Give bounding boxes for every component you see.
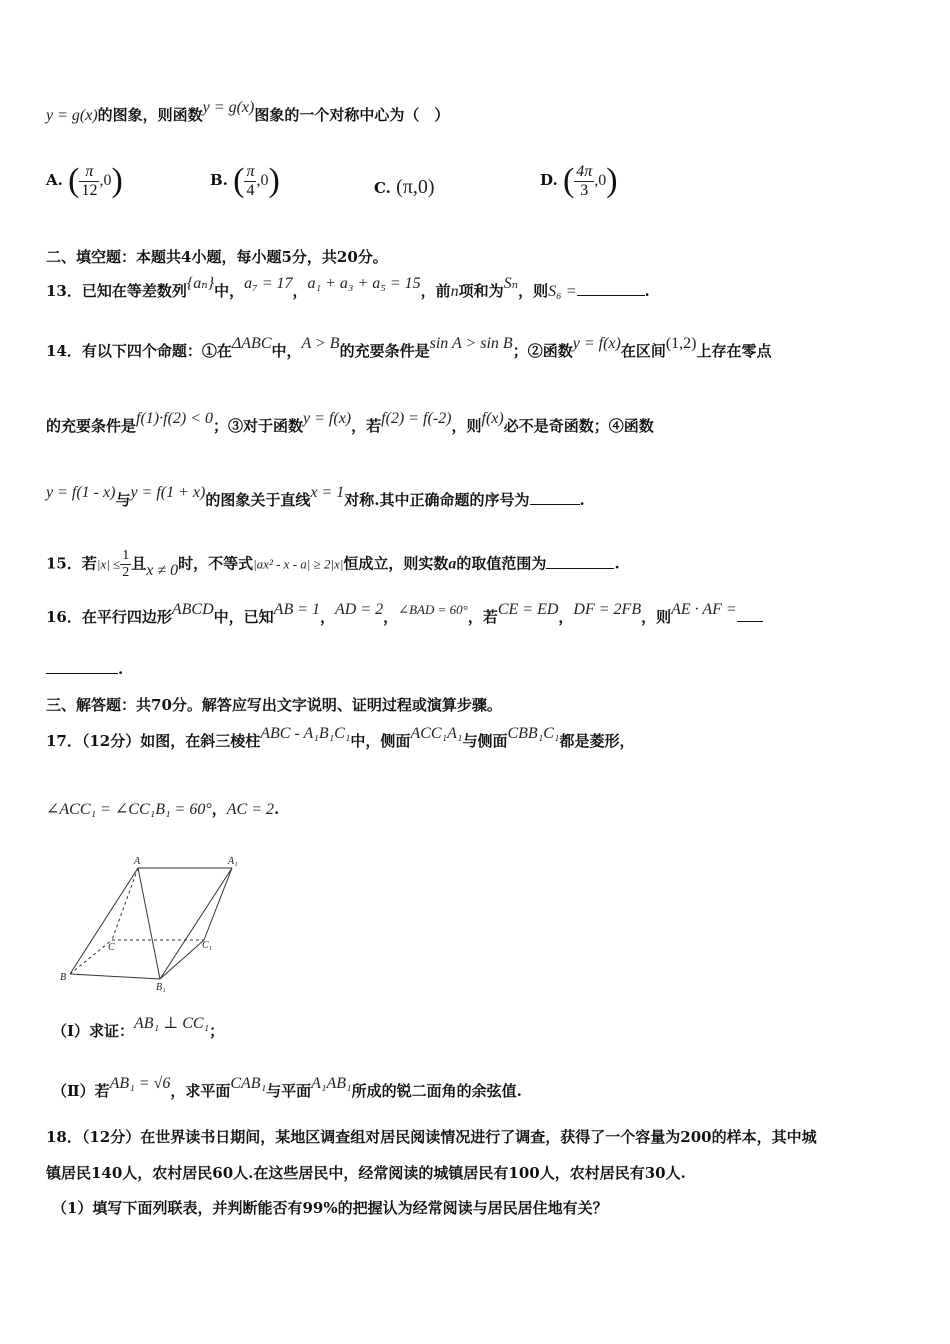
q17-part-2 xyxy=(52,1075,522,1101)
math-expr: a₁ + a₃ + a₅ = 15 xyxy=(307,275,421,292)
math-expr: AB = 1 xyxy=(273,601,321,618)
q16-text: ， xyxy=(558,608,574,626)
math-expr: y = f(x) xyxy=(303,410,352,427)
q12-line xyxy=(46,99,450,125)
q15-text: 的取值范围为 xyxy=(456,554,547,573)
option-d xyxy=(540,162,618,200)
edge-a-b1 xyxy=(138,868,160,979)
q14-text: 对称.其中正确命题的序号为 xyxy=(344,491,530,509)
vertex-label-c: C xyxy=(108,942,115,953)
q13-line xyxy=(46,275,650,301)
paren: ) xyxy=(606,162,618,199)
edge-b-c xyxy=(70,940,112,974)
option-letter: C. xyxy=(374,179,391,197)
math-expr: y = f(1 + x) xyxy=(130,484,206,501)
q16-text: 中，已知 xyxy=(213,608,274,626)
option-letter: B. xyxy=(210,171,228,189)
math-expr: ,0 xyxy=(594,172,607,189)
q13-text: ，则 xyxy=(518,282,549,300)
q16-line xyxy=(46,601,763,627)
math-expr: AD = 2 xyxy=(335,601,384,618)
math-expr: {aₙ} xyxy=(186,275,215,292)
q14-text: 与 xyxy=(115,491,131,509)
q15-text: 且 xyxy=(131,554,147,573)
q17-text: 与平面 xyxy=(266,1082,312,1100)
q14-text: ，若 xyxy=(351,417,382,435)
option-letter: D. xyxy=(540,171,558,189)
q14-text: 必不是奇函数；④函数 xyxy=(503,417,654,435)
math-expr: (1,2) xyxy=(665,335,697,352)
q16-text: ， xyxy=(383,608,399,626)
q18-line-1: 18．（12分）在世界读书日期间，某地区调查组对居民阅读情况进行了调查，获得了一个容量为200的样本，其中城 xyxy=(46,1128,817,1146)
math-expr: CAB₁ xyxy=(230,1075,267,1092)
q16-text: . xyxy=(118,660,124,678)
math-expr: a₇ = 17 xyxy=(244,275,293,292)
fraction xyxy=(244,163,256,200)
math-expr: sin A > sin B xyxy=(429,335,513,352)
answer-blank xyxy=(737,621,763,622)
answer-blank xyxy=(46,673,118,674)
math-expr: x ≠ 0 xyxy=(146,561,179,579)
edge-b-b1 xyxy=(70,974,160,979)
q17-part-1 xyxy=(52,1015,225,1041)
math-expr: AE · AF = xyxy=(671,601,737,618)
math-expr: ∠ACC₁ = ∠CC₁B₁ = 60° xyxy=(46,801,212,818)
q12-text: 图象的一个对称中心为（ ） xyxy=(254,106,450,124)
q16-line-2 xyxy=(46,660,123,678)
math-expr: AB₁ ⊥ CC₁ xyxy=(134,1015,210,1032)
frac-den: 4 xyxy=(246,181,255,199)
fraction xyxy=(574,163,594,200)
math-expr: y = g(x) xyxy=(202,99,255,116)
frac-num: π xyxy=(79,163,99,182)
frac-num: 4π xyxy=(576,162,593,180)
math-expr: f(2) = f(-2) xyxy=(381,410,452,427)
edge-a-b xyxy=(70,868,138,974)
edge-a1-b1 xyxy=(160,868,232,979)
math-expr: CE = ED xyxy=(497,601,559,618)
vertex-label-b1: B₁ xyxy=(156,982,166,992)
vertex-label-c1: C₁ xyxy=(202,940,213,951)
math-expr: |x| ≤ xyxy=(96,556,121,572)
q14-line-1 xyxy=(46,335,772,361)
q18-line-3: （1）填写下面列联表，并判断能否有99%的把握认为经常阅读与居民居住地有关？ xyxy=(52,1199,608,1217)
q13-text: 13．已知在等差数列 xyxy=(46,282,187,300)
math-expr: AB₁ = √6 xyxy=(109,1075,171,1092)
frac-den: 12 xyxy=(81,181,98,199)
fraction xyxy=(79,163,99,200)
q14-text: 的图象关于直线 xyxy=(205,491,311,509)
math-expr: y = f(x) xyxy=(572,335,621,352)
paren: ) xyxy=(268,162,280,199)
q13-text: 中， xyxy=(214,282,245,300)
q14-line-3 xyxy=(46,484,585,510)
q17-text: 所成的锐二面角的余弦值. xyxy=(351,1082,522,1100)
math-expr: ABC - A₁B₁C₁ xyxy=(260,725,351,742)
q16-text: ， xyxy=(320,608,336,626)
q14-line-2 xyxy=(46,410,654,436)
section-heading: 二、填空题：本题共4小题，每小题5分，共20分。 xyxy=(46,248,388,266)
math-expr: ,0 xyxy=(256,172,269,189)
q15-text: 15．若 xyxy=(46,554,97,573)
q14-text: ；③对于函数 xyxy=(213,417,304,435)
option-b xyxy=(210,162,280,200)
paren: ( xyxy=(68,162,80,199)
q14-text: . xyxy=(579,491,585,509)
q17-text: （Ⅱ）若 xyxy=(52,1082,110,1100)
q17-text: ； xyxy=(209,1022,225,1040)
math-expr: CBB₁C₁ xyxy=(507,725,560,742)
q17-text: 中，侧面 xyxy=(350,732,411,750)
q14-text: 在区间 xyxy=(620,342,666,360)
q14-text: 的充要条件是 xyxy=(339,342,430,360)
paren: ( xyxy=(233,162,245,199)
math-expr: AC = 2 xyxy=(226,801,274,818)
math-expr: DF = 2FB xyxy=(573,601,642,618)
q13-text: ， xyxy=(292,282,308,300)
q17-text: . xyxy=(274,800,280,818)
vertex-label-a: A xyxy=(134,856,141,867)
edge-a-c xyxy=(112,868,138,940)
answer-blank xyxy=(577,295,645,296)
q17-text: 与侧面 xyxy=(462,732,508,750)
math-expr: ,0 xyxy=(99,172,112,189)
q16-text: ，则 xyxy=(641,608,672,626)
math-expr: |ax² - x - a| ≥ 2|x| xyxy=(253,556,344,572)
q14-text: ；②函数 xyxy=(512,342,573,360)
math-expr: f(1)·f(2) < 0 xyxy=(136,410,214,427)
math-expr: ∠BAD = 60° xyxy=(398,602,468,617)
option-c xyxy=(374,176,435,199)
q14-text: 的充要条件是 xyxy=(46,417,137,435)
math-expr: A > B xyxy=(301,335,340,352)
math-expr: A₁AB₁ xyxy=(311,1075,352,1092)
q12-text: 的图象，则函数 xyxy=(97,106,203,124)
fraction xyxy=(120,548,131,581)
q15-text: 时，不等式 xyxy=(178,554,254,573)
q15-line xyxy=(46,548,620,581)
q13-text: 项和为 xyxy=(458,282,504,300)
option-a xyxy=(46,162,123,200)
q14-text: 上存在零点 xyxy=(696,342,772,360)
q15-text: 恒成立，则实数 xyxy=(343,554,449,573)
math-var: n xyxy=(450,283,459,300)
math-expr: (π,0) xyxy=(396,176,435,198)
paren: ) xyxy=(111,162,123,199)
q17-text: ， xyxy=(211,800,227,818)
frac-den: 2 xyxy=(122,565,130,580)
q15-text: . xyxy=(614,554,620,573)
frac-num: 1 xyxy=(122,548,130,563)
math-expr: f(x) xyxy=(481,410,504,427)
q14-text: ，则 xyxy=(451,417,482,435)
q17-text: ，求平面 xyxy=(170,1082,231,1100)
vertex-label-a1: A₁ xyxy=(228,856,238,867)
math-expr: ABCD xyxy=(171,601,214,618)
q16-text: 16．在平行四边形 xyxy=(46,608,172,626)
q17-line-2 xyxy=(46,798,279,819)
math-expr: x = 1 xyxy=(310,484,345,501)
math-var: a xyxy=(448,555,457,573)
q18-line-2: 镇居民140人，农村居民60人.在这些居民中，经常阅读的城镇居民有100人，农村居民有30人. xyxy=(46,1164,686,1182)
math-expr: y = g(x) xyxy=(46,107,98,124)
q13-text: . xyxy=(644,282,650,300)
option-letter: A. xyxy=(46,171,63,189)
q17-line-1 xyxy=(46,725,635,751)
q17-text: （Ⅰ）求证： xyxy=(52,1022,135,1040)
q14-text: 中， xyxy=(271,342,302,360)
frac-num: π xyxy=(246,162,255,180)
math-expr: Sₙ xyxy=(503,275,519,292)
math-expr: y = f(1 - x) xyxy=(46,484,116,501)
math-expr: ΔABC xyxy=(231,335,272,352)
section-heading: 三、解答题：共70分。解答应写出文字说明、证明过程或演算步骤。 xyxy=(46,696,502,714)
answer-blank xyxy=(530,504,580,505)
q14-text: 14．有以下四个命题：①在 xyxy=(46,342,232,360)
math-expr: S₆ = xyxy=(548,283,577,300)
paren: ( xyxy=(562,162,575,199)
vertex-label-b: B xyxy=(60,972,67,983)
q17-text: 17．（12分）如图，在斜三棱柱 xyxy=(46,732,261,750)
answer-blank xyxy=(546,568,614,569)
q16-text: ，若 xyxy=(467,608,498,626)
q13-text: ，前 xyxy=(420,282,451,300)
math-expr: ACC₁A₁ xyxy=(410,725,463,742)
frac-den: 3 xyxy=(580,181,589,199)
prism-figure xyxy=(56,852,256,992)
q17-text: 都是菱形， xyxy=(559,732,635,750)
